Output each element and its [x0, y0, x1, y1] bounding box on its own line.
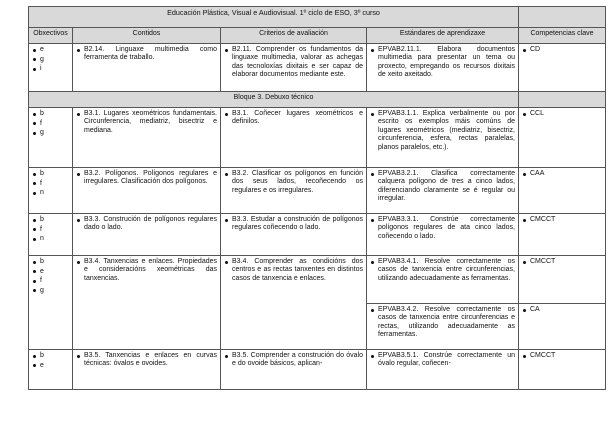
standard-item: EPVAB3.3.1. Constrúe correctamente polígonos regulares de ata cinco lados, coñecendo o lado. [370, 216, 515, 241]
criteria-item: B3.2. Clasificar os polígonos en función dos seus lados, recoñecendo os regulares e os irregulares. [224, 170, 363, 195]
competence-item: CMCCT [522, 352, 602, 360]
objective-item: f [32, 226, 69, 234]
table-title-row [29, 7, 606, 28]
objectives-cell [29, 214, 73, 256]
content-cell [73, 214, 221, 256]
criteria-cell [221, 256, 367, 350]
standard-item: EPVAB3.2.1. Clasifica correctamente calquera polígono de tres a cinco lados, diferenciando claramente se é regular ou irregular. [370, 170, 515, 204]
standard-item: EPVAB3.4.2. Resolve correctamente os casos de tanxencia entre circunferencias e rectas, utilizando adecuadamente as ferramentas. [370, 306, 515, 340]
standards-cell [367, 256, 519, 304]
competence-item: CMCCT [522, 216, 602, 224]
criteria-item: B2.11. Comprender os fundamentos da linguaxe multimedia, valorar as achegas das tecnoloxías dixitais e ser capaz de elaborar documentos mediante este. [224, 46, 363, 80]
criteria-cell [221, 214, 367, 256]
objective-item: b [32, 170, 69, 178]
content-cell [73, 168, 221, 214]
criteria-item: B3.1. Coñecer lugares xeométricos e definilos. [224, 110, 363, 127]
standard-item: EPVAB2.11.1. Elabora documentos multimedia para presentar un tema ou proxecto, empregando os recursos dixitais de xeito axeitado. [370, 46, 515, 80]
objective-item: n [32, 189, 69, 197]
content-item: B3.1. Lugares xeométricos fundamentais. Circunferencia, mediatriz, bisectriz e mediana. [76, 110, 217, 135]
objective-item: f [32, 277, 69, 285]
competences-cell [519, 214, 606, 256]
content-item: B3.5. Tanxencias e enlaces en curvas técnicas: óvalos e ovoides. [76, 352, 217, 369]
competence-item: CA [522, 306, 602, 314]
standard-item: EPVAB3.5.1. Constrúe correctamente un óvalo regular, coñecen- [370, 352, 515, 369]
objective-item: i [32, 65, 69, 73]
objective-item: b [32, 258, 69, 266]
col-header-standards: Estándares de aprendizaxe [367, 28, 519, 44]
criteria-item: B3.5. Comprender a construción do óvalo e do ovoide básicos, aplican- [224, 352, 363, 369]
objective-item: b [32, 352, 69, 360]
table-row [29, 108, 606, 168]
column-header-row [29, 28, 606, 44]
criteria-cell [221, 168, 367, 214]
standard-item: EPVAB3.4.1. Resolve correctamente os casos de tanxencia entre circunferencias, utilizando adecuadamente as ferramentas. [370, 258, 515, 283]
competences-cell [519, 168, 606, 214]
standards-cell [367, 168, 519, 214]
standards-cell [367, 108, 519, 168]
table-row [29, 256, 606, 304]
objective-item: f [32, 180, 69, 188]
objective-item: b [32, 110, 69, 118]
competences-cell [519, 256, 606, 304]
standard-item: EPVAB3.1.1. Explica verbalmente ou por escrito os exemplos máis comúns de lugares xeométricos (mediatriz, bisectriz, circunferencia, esfera, rectas paralelas, planos paralelos, etc.). [370, 110, 515, 152]
objective-item: e [32, 268, 69, 276]
table-row [29, 214, 606, 256]
block-heading: Bloque 3. Debuxo técnico [29, 92, 519, 108]
content-cell [73, 108, 221, 168]
block-heading-empty [519, 92, 606, 108]
col-header-competences: Competencias clave [519, 28, 606, 44]
competence-item: CMCCT [522, 258, 602, 266]
content-item: B3.3. Construción de polígonos regulares dado o lado. [76, 216, 217, 233]
competences-cell [519, 44, 606, 92]
criteria-item: B3.4. Comprender as condicións dos centros e as rectas tanxentes en distintos casos de tanxencia e enlaces. [224, 258, 363, 283]
objective-item: n [32, 235, 69, 243]
col-header-content: Contidos [73, 28, 221, 44]
objective-item: g [32, 287, 69, 295]
criteria-cell [221, 44, 367, 92]
objective-item: e [32, 362, 69, 370]
table-row [29, 350, 606, 390]
content-item: B3.4. Tanxencias e enlaces. Propiedades e consideracións xeométricas das tanxencias. [76, 258, 217, 283]
competence-item: CCL [522, 110, 602, 118]
content-item: B2.14. Linguaxe multimedia como ferramenta de traballo. [76, 46, 217, 63]
standards-cell [367, 44, 519, 92]
objectives-cell [29, 168, 73, 214]
table-title: Educación Plástica, Visual e Audiovisual. 1º ciclo de ESO, 3º curso [29, 7, 519, 28]
competence-item: CAA [522, 170, 602, 178]
table-title-empty [519, 7, 606, 28]
objectives-cell [29, 350, 73, 390]
competences-cell [519, 350, 606, 390]
content-cell [73, 44, 221, 92]
col-header-objectives: Obxectivos [29, 28, 73, 44]
content-cell [73, 256, 221, 350]
objectives-cell [29, 44, 73, 92]
objective-item: g [32, 56, 69, 64]
objectives-cell [29, 256, 73, 350]
curriculum-table [28, 6, 606, 390]
competences-cell [519, 304, 606, 350]
objective-item: b [32, 216, 69, 224]
standards-cell [367, 214, 519, 256]
col-header-criteria: Criterios de avaliación [221, 28, 367, 44]
criteria-item: B3.3. Estudar a construción de polígonos regulares coñecendo o lado. [224, 216, 363, 233]
criteria-cell [221, 350, 367, 390]
competences-cell [519, 108, 606, 168]
content-item: B3.2. Polígonos. Polígonos regulares e irregulares. Clasificación dos polígonos. [76, 170, 217, 187]
table-row [29, 44, 606, 92]
standards-cell [367, 304, 519, 350]
objective-item: f [32, 120, 69, 128]
content-cell [73, 350, 221, 390]
criteria-cell [221, 108, 367, 168]
competence-item: CD [522, 46, 602, 54]
table-row [29, 168, 606, 214]
block-heading-row [29, 92, 606, 108]
objectives-cell [29, 108, 73, 168]
objective-item: e [32, 46, 69, 54]
standards-cell [367, 350, 519, 390]
objective-item: g [32, 129, 69, 137]
